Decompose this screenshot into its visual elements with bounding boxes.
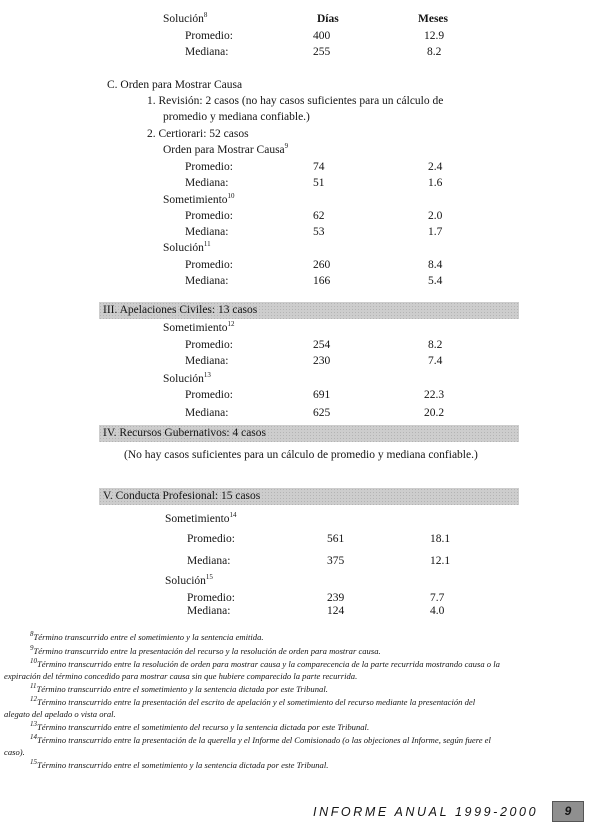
months-value: 5.4 [428, 275, 443, 287]
section-iii-title: III. Apelaciones Civiles: 13 casos [103, 304, 258, 316]
days-value: 53 [313, 226, 325, 238]
days-value: 51 [313, 177, 325, 189]
days-value: 74 [313, 161, 325, 173]
footnote-continuation: caso). [4, 747, 25, 757]
days-value: 375 [327, 555, 345, 567]
days-value: 400 [313, 30, 331, 42]
section-c-item2: 2. Certiorari: 52 casos [147, 128, 249, 140]
section-c-item1-cont: promedio y mediana confiable.) [163, 111, 310, 123]
col-header-days: Días [317, 13, 339, 25]
footnote: $^{10}$Término transcurrido entre la resolución de orden para mostrar causa y la comparecencia de la parte recurrida mostrando causa o la [30, 657, 500, 669]
days-value: 124 [327, 605, 345, 617]
months-value: 1.7 [428, 226, 443, 238]
months-value: 8.2 [427, 46, 442, 58]
row-label: Promedio: [185, 339, 233, 351]
footnote: $^{15}$Término transcurrido entre el sometimiento y la sentencia dictada por este Tribunal. [30, 758, 329, 770]
section-v-title: V. Conducta Profesional: 15 casos [103, 490, 261, 502]
days-value: 254 [313, 339, 331, 351]
section-iv-bar [99, 425, 519, 442]
footnote-continuation: alegato del apelado o vista oral. [4, 709, 116, 719]
months-value: 20.2 [424, 407, 445, 419]
months-value: 12.1 [430, 555, 451, 567]
group-label: Solución$^{15}$ [165, 573, 213, 587]
footnote: $^{11}$Término transcurrido entre el sometimiento y la sentencia dictada por este Tribunal. [30, 682, 328, 694]
days-value: 230 [313, 355, 331, 367]
row-label: Promedio: [187, 533, 235, 545]
section-c-title: C. Orden para Mostrar Causa [107, 79, 243, 91]
months-value: 18.1 [430, 533, 451, 545]
row-label: Promedio: [185, 210, 233, 222]
months-value: 7.4 [428, 355, 443, 367]
days-value: 255 [313, 46, 331, 58]
group-label: Sometimiento$^{14}$ [165, 511, 237, 525]
section-c-item1: 1. Revisión: 2 casos (no hay casos suficientes para un cálculo de [147, 95, 444, 107]
months-value: 2.4 [428, 161, 443, 173]
footnote: $^8$Término transcurrido entre el sometimiento y la sentencia emitida. [30, 630, 264, 642]
row-label: Promedio: [185, 161, 233, 173]
row-label: Mediana: [185, 355, 229, 367]
days-value: 260 [313, 259, 331, 271]
row-label: Mediana: [185, 46, 229, 58]
footnote-continuation: expiración del término concedido para mostrar causa sin que hubiere comparecido la parte recurrida. [4, 671, 358, 681]
row-label: Promedio: [187, 592, 235, 604]
group-label: Solución$^{11}$ [163, 240, 211, 254]
top-group-label: Solución$^8$ [163, 11, 208, 25]
row-label: Promedio: [185, 30, 233, 42]
row-label: Mediana: [187, 605, 231, 617]
page-number: 9 [552, 801, 584, 822]
footnote: $^{12}$Término transcurrido entre la presentación del escrito de apelación y el sometimiento del recurso mediante la presentación del [30, 695, 476, 707]
days-value: 691 [313, 389, 331, 401]
row-label: Mediana: [185, 275, 229, 287]
footnote: $^9$Término transcurrido entre la presentación del recurso y la resolución de orden para mostrar causa. [30, 644, 381, 656]
row-label: Mediana: [187, 555, 231, 567]
section-iv-title: IV. Recursos Gubernativos: 4 casos [103, 427, 266, 439]
months-value: 12.9 [424, 30, 445, 42]
section-iv-note: (No hay casos suficientes para un cálculo de promedio y mediana confiable.) [124, 449, 478, 461]
row-label: Mediana: [185, 407, 229, 419]
days-value: 166 [313, 275, 331, 287]
row-label: Mediana: [185, 226, 229, 238]
section-v-bar [99, 488, 519, 505]
report-title: INFORME ANUAL 1999-2000 [313, 805, 539, 819]
months-value: 8.4 [428, 259, 443, 271]
row-label: Promedio: [185, 259, 233, 271]
group-label: Sometimiento$^{10}$ [163, 192, 235, 206]
group-label: Solución$^{13}$ [163, 371, 211, 385]
days-value: 561 [327, 533, 345, 545]
row-label: Mediana: [185, 177, 229, 189]
months-value: 8.2 [428, 339, 443, 351]
days-value: 239 [327, 592, 345, 604]
col-header-months: Meses [418, 13, 449, 25]
group-label: Sometimiento$^{12}$ [163, 320, 235, 334]
months-value: 7.7 [430, 592, 445, 604]
section-iii-bar [99, 302, 519, 319]
row-label: Promedio: [185, 389, 233, 401]
footnote: $^{13}$Término transcurrido entre el sometimiento del recurso y la sentencia dictada por este Tribunal. [30, 720, 370, 732]
months-value: 1.6 [428, 177, 443, 189]
days-value: 625 [313, 407, 331, 419]
months-value: 4.0 [430, 605, 445, 617]
days-value: 62 [313, 210, 325, 222]
months-value: 2.0 [428, 210, 443, 222]
months-value: 22.3 [424, 389, 445, 401]
footnote: $^{14}$Término transcurrido entre la presentación de la querella y el Informe del Comisionado (o las objeciones al Informe, según fuere el [30, 733, 491, 745]
group-label: Orden para Mostrar Causa$^9$ [163, 142, 289, 156]
